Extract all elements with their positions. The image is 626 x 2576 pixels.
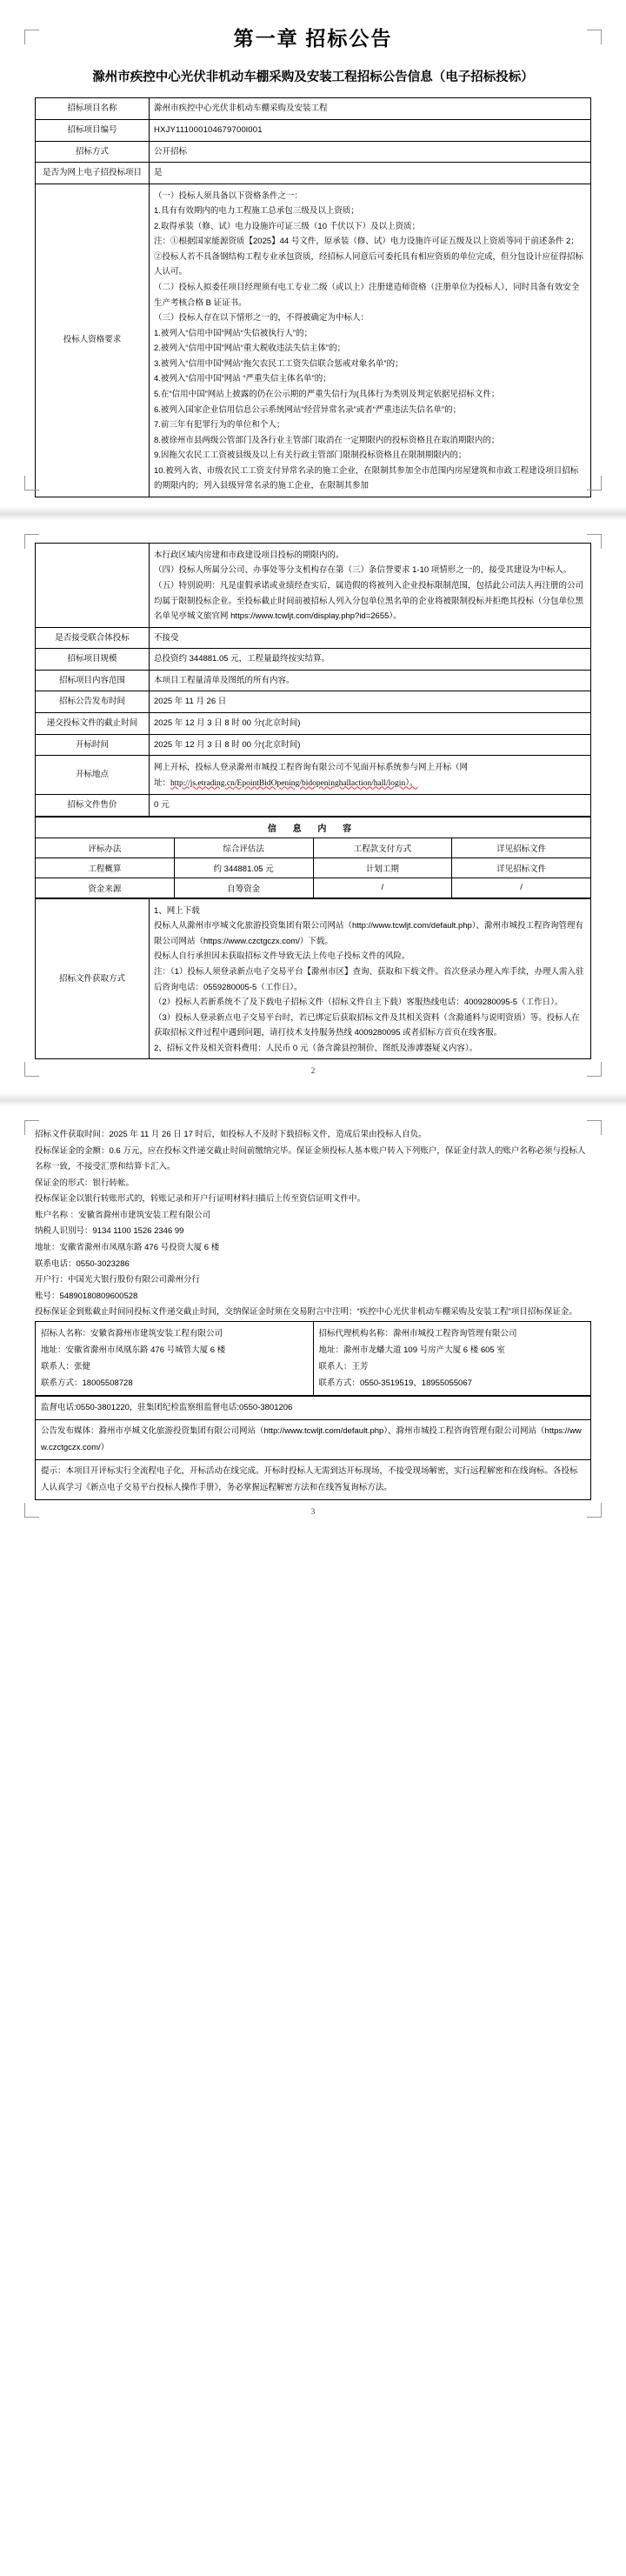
qualification-para: ②投标人若不具备钢结构工程专业承包资质，经招标人同意后可委托具有相应资质的单位完成，但分包设计应征得招标人认可。	[154, 251, 584, 277]
venue-url-prefix: 址：	[154, 777, 171, 788]
row-value-joint-bid: 不接受	[150, 627, 591, 649]
page-break-2	[0, 1084, 626, 1113]
tenderer-contact-cell	[36, 1321, 314, 1395]
info-heading: 信 息 内 容	[36, 817, 591, 838]
info-key-blank-1: /	[313, 878, 452, 898]
row-value-submit-deadline: 2025 年 12 月 3 日 8 时 00 分(北京时间)	[150, 712, 591, 734]
qualification-para: 3.被列入“信用中国”网站“拖欠农民工工资失信联合惩戒对象名单”的；	[154, 358, 403, 369]
row-value-online-project: 是	[150, 163, 591, 184]
table-row	[36, 878, 591, 898]
qualification-para: 10.被列入省、市级农民工工资支付异常名录的施工企业，在限制其参加全市范围内房屋建筑和市政工程建设项目招标的期限内的；列入县级异常名录的施工企业，在限制其参加	[154, 465, 579, 491]
contacts-table	[35, 1321, 591, 1396]
tenderer-name: 招标人名称：安徽省滁州市建筑安装工程有限公司	[41, 1328, 223, 1338]
info-key-fund-source: 资金来源	[36, 878, 175, 898]
qualification-cont-para: 本行政区域内房建和市政建设项目投标的期限内的。	[154, 550, 344, 560]
page-2	[0, 527, 626, 1084]
supervision-phone: 监督电话:0550-3801220，驻集团纪检监察组监督电话:0550-3801206	[36, 1396, 591, 1420]
row-value-open-venue	[150, 756, 591, 795]
tenderer-person: 联系人：张健	[41, 1361, 91, 1371]
tail-para: 保证金的形式：银行转帐。	[35, 1178, 135, 1188]
page-number: 2	[310, 1066, 316, 1076]
deposit-and-account-block	[35, 1127, 591, 1320]
table-row	[36, 691, 591, 713]
acquire-para: （2）投标人若新系统不了及下载电子招标文件（招标文件自主下载）客服热线电话：4009280095-5（工作日）。	[154, 998, 563, 1008]
info-key-payment-method: 工程款支付方式	[313, 838, 452, 858]
agency-contact-cell	[313, 1321, 591, 1395]
tenderer-address: 地址：安徽省滁州市凤凰东路 476 号城管大厦 6 楼	[41, 1345, 226, 1355]
qualification-para: 2.取得承装（修、试）电力设施许可证三级（10 千伏以下）及以上资质；	[154, 221, 421, 231]
electronic-process-note: 提示：本项目开评标实行全流程电子化，开标活动在线完成。开标时投标人无需到达开标现场，不接受现场解密，实行远程解密和在线询标。各投标人认真学习《新点电子交易平台投标人操作手册》，务必掌握远程解密方法和在线答复询标方法。	[36, 1460, 591, 1500]
table-row	[36, 119, 591, 141]
taxpayer-id: 纳税人识别号：9134 1100 1526 2346 99	[35, 1226, 184, 1237]
table-row	[36, 141, 591, 163]
qualification-para: （二）投标人拟委任项目经理须有电工专业二级（或以上）注册建造师资格（注册单位为投标人），同时具备有效安全生产考核合格 B 证证书。	[154, 283, 580, 308]
publication-media: 公告发布媒体：滁州市亭城文化旅游投资集团有限公司网站（http://www.tcwljt.com/default.php）、滁州市城投工程咨询管理有限公司网站（https://www.czctgczx.com/）	[36, 1420, 591, 1460]
qualification-para: 注：①根据国家能源资质【2025】44 号文件，原承装（修、试）电力设施许可证五级及以上资质等同于前述条件 2；	[154, 237, 579, 247]
row-value-qualifications	[150, 184, 591, 497]
row-label-bid-method: 招标方式	[36, 141, 150, 163]
row-label-joint-bid: 是否接受联合体投标	[36, 627, 150, 649]
venue-line-2	[154, 776, 586, 792]
qualification-para: 1.具有有效期内的电力工程施工总承包三级及以上资质；	[154, 206, 359, 217]
info-value-fund-source: 自筹资金	[174, 878, 313, 898]
table-row-acquisition	[36, 898, 591, 1059]
qualification-cont-para: （五）特别说明：凡是虚假承诺或业绩经查实后，属造假的将被列入企业投标限制范围，包括此公司法人再注册的公司均属于限制投标企业。至投标截止时间前被招标人列入分包单位黑名单的企业将被限制投标并拒绝其投标（分包单位黑名单见亭城文旅官网 https://www.tcwljt.com/display.php?id=2655）。	[154, 581, 584, 622]
tail-para: 投标保证金的金额：0.6 万元，应在投标文件递交截止时间前缴纳完毕。保证金须投标人基本账户转入下列账户，保证金付款人的账户名称必须与投标人名称一致，不接受汇票和结算卡汇入。	[35, 1145, 586, 1172]
qualification-para: 2.被列入“信用中国”网站“重大税收违法失信主体”的；	[154, 344, 346, 354]
row-label-project-number: 招标项目编号	[36, 119, 150, 141]
row-label-qualifications: 投标人资格要求	[36, 184, 150, 497]
info-heading-row	[36, 817, 591, 838]
row-label-project-name: 招标项目名称	[36, 98, 150, 120]
acquire-para: 1、网上下载	[154, 905, 200, 916]
table-row	[36, 712, 591, 734]
acquire-para: 注：（1）投标人须登录新点电子交易平台【滁州市区】查询、获取和下载文件。首次登录办理入库手续，办理人需入驻后咨询电话：0559280005-5（工作日）。	[154, 967, 584, 992]
project-info-table	[35, 97, 591, 497]
row-value-qualification-continued	[150, 543, 591, 627]
row-label-empty	[36, 543, 150, 627]
agency-name: 招标代理机构名称：滁州市城投工程咨询管理有限公司	[318, 1328, 517, 1338]
schedule-info-table	[35, 543, 591, 817]
account-address: 地址：安徽省滁州市凤凰东路 476 号投资大厦 6 楼	[35, 1242, 220, 1252]
info-value-payment-method: 详见招标文件	[452, 838, 591, 858]
qualification-para: （一）投标人须具备以下资格条件之一：	[154, 190, 303, 201]
info-value-budget: 约 344881.05 元	[174, 858, 313, 878]
qualification-para: 9.因拖欠农民工工资被县级及以上有关行政主管部门限制投标资格且在限制期限内的；	[154, 450, 467, 461]
info-value-eval-method: 综合评估法	[174, 838, 313, 858]
account-name: 账户名称 ：安徽省滁州市建筑安装工程有限公司	[35, 1210, 211, 1220]
row-label-acquisition: 招标文件获取方式	[36, 898, 150, 1059]
tenderer-phone: 联系方式：18005508728	[41, 1378, 133, 1388]
table-row-qualification-continued	[36, 543, 591, 627]
acquire-para: 2、招标文件及相关资料费用：人民币 0 元（备含滁县控制价、图纸及渗滹器疑义内容）。	[154, 1043, 478, 1053]
account-number: 账号：54890180809600528	[35, 1291, 138, 1301]
row-label-open-time: 开标时间	[36, 734, 150, 756]
info-value-blank-1: /	[452, 878, 591, 898]
agency-phone: 联系方式：0550-3519519、18955055067	[318, 1378, 472, 1388]
table-row	[36, 163, 591, 184]
footer-table	[35, 1396, 591, 1501]
info-key-duration: 计划工期	[313, 858, 452, 878]
acquire-para: 投标人自行承担因未获取招标文件导致无法上传电子投标文件的风险。	[154, 951, 410, 962]
row-label-submit-deadline: 递交投标文件的截止时间	[36, 712, 150, 734]
table-row	[36, 649, 591, 671]
acquire-para: 投标人从滁州市亭城文化旅游投资集团有限公司网站（http://www.tcwljt.com/default.php）、滁州市城投工程咨询管理有限公司网站（https://www.czctgczx.com/）下载。	[154, 921, 584, 946]
page-1	[0, 23, 626, 497]
page-number: 3	[310, 1507, 316, 1517]
info-key-budget: 工程概算	[36, 858, 175, 878]
table-row	[36, 627, 591, 649]
row-value-publish-time: 2025 年 11 月 26 日	[150, 691, 591, 713]
venue-line-1: 网上开标，投标人登录滁州市城投工程咨询有限公司不见面开标系统参与网上开标（网	[154, 763, 469, 773]
bid-opening-url[interactable]: http://js.etrading.cn/EpointBidOpening/bidopeninghallaction/hall/login）。	[170, 778, 418, 788]
document-title: 滁州市疾控中心光伏非机动车棚采购及安装工程招标公告信息（电子招标投标）	[92, 70, 534, 84]
agency-person: 联系人：王芳	[318, 1361, 369, 1371]
row-value-acquisition	[150, 898, 591, 1059]
qualification-cont-para: （四）投标人所属分公司、办事处等分支机构存在第（三）条信誉要求 1-10 项情形之一的，接受其建设为中标人。	[154, 565, 572, 576]
table-row	[36, 838, 591, 858]
row-label-project-scale: 招标项目规模	[36, 649, 150, 671]
row-label-publish-time: 招标公告发布时间	[36, 691, 150, 713]
account-bank: 开户行：中国光大银行股份有限公司滁州分行	[35, 1275, 201, 1285]
row-label-scope: 招标项目内容范围	[36, 670, 150, 691]
row-label-online-project: 是否为网上电子招投标项目	[36, 163, 150, 184]
qualification-para: 4.被列入“信用中国”网站 “严重失信主体名单”的；	[154, 374, 331, 384]
table-row	[36, 1420, 591, 1460]
tail-para: 投标保证金以银行转账形式的，转账记录和开户行证明材料扫描后上传至资信证明文件中。	[35, 1194, 366, 1205]
table-row	[36, 670, 591, 691]
table-row	[36, 795, 591, 817]
information-content-table	[35, 817, 591, 898]
table-row-qualifications	[36, 184, 591, 497]
document-acquisition-table	[35, 898, 591, 1060]
table-row	[36, 734, 591, 756]
table-row	[36, 1396, 591, 1420]
tail-para: 招标文件获取时间：2025 年 11 月 26 日 17 时后，如投标人不及时下载招标文件，造成后果由投标人自负。	[35, 1130, 427, 1140]
chapter-heading: 第一章 招标公告	[233, 28, 393, 50]
row-label-open-venue: 开标地点	[36, 756, 150, 795]
account-phone: 联系电话：0550-3023286	[35, 1258, 130, 1269]
page-break-1	[0, 497, 626, 527]
qualification-para: 8.被徐州市县两级公管部门及各行业主管部门取消在一定期限内的投标资格且在取消期限内的；	[154, 435, 500, 445]
table-row	[36, 1460, 591, 1500]
table-row-venue	[36, 756, 591, 795]
page-3	[0, 1113, 626, 1525]
row-value-project-number: HXJY111000104679700l001	[150, 119, 591, 141]
info-value-duration: 详见招标文件	[452, 858, 591, 878]
row-label-doc-price: 招标文件售价	[36, 795, 150, 817]
table-row	[36, 1321, 591, 1395]
agency-address: 地址：滁州市龙蟠大道 109 号房产大厦 6 楼 605 室	[318, 1345, 505, 1355]
table-row	[36, 98, 591, 120]
qualification-para: 1.被列入“信用中国”网站“失信被执行人”的；	[154, 328, 313, 338]
row-value-project-name: 滁州市疾控中心光伏非机动车棚采购及安装工程	[150, 98, 591, 120]
acquire-para: （3）投标人登录新点电子交易平台时，若已绑定后获取招标文件及其相关资料（含滁通料与说明资质）等。投标人在获取招标文件过程中遇到问题，请打技术支持服务热线 4009280095 或者招标方首页在线客服。	[154, 1012, 580, 1038]
row-value-open-time: 2025 年 12 月 3 日 8 时 00 分(北京时间)	[150, 734, 591, 756]
row-value-bid-method: 公开招标	[150, 141, 591, 163]
qualification-para: 7.前三年有犯罪行为的单位和个人；	[154, 420, 285, 430]
info-key-eval-method: 评标办法	[36, 838, 175, 858]
qualification-para: （三）投标人存在以下情形之一的，不得被确定为中标人：	[154, 313, 370, 324]
row-value-scope: 本项目工程量清单及图纸的所有内容。	[150, 670, 591, 691]
row-value-project-scale: 总投资约 344881.05 元，工程量最终按实结算。	[150, 649, 591, 671]
row-value-doc-price: 0 元	[150, 795, 591, 817]
qualification-para: 6.被列入国家企业信用信息公示系统网站“经营异常名录”或者“严重违法失信名单”的；	[154, 404, 462, 415]
table-row	[36, 858, 591, 878]
deposit-memo-note: 投标保证金到账截止时间同投标文件递交截止时间，交纳保证金时须在交易附言中注明：“疾控中心光伏非机动车棚采购及安装工程”项目招标保证金。	[35, 1307, 577, 1318]
qualification-para: 5.在“信用中国”网站上披露的仍在公示期的严重失信行为(具体行为类别及判定依据见招标文件；	[154, 389, 500, 399]
